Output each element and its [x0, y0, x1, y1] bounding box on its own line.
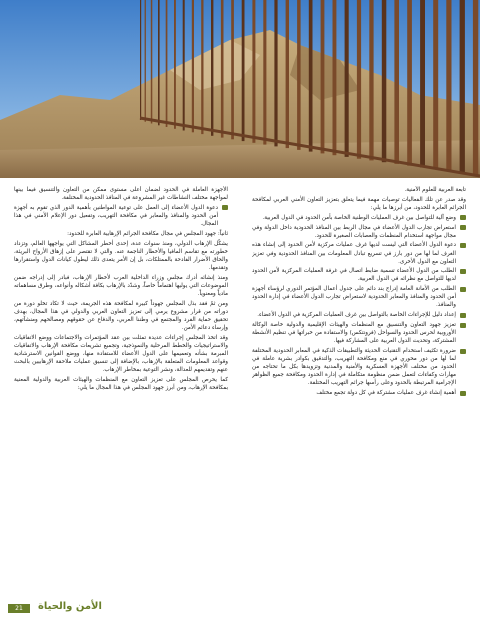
right-text-column	[252, 186, 466, 586]
fence-post	[321, 0, 325, 153]
fence-post	[263, 0, 266, 145]
paragraph: ثانياً: جهود المجلس في مجال مكافحة الجرائم الإرهابية العابرة للحدود:	[67, 230, 228, 237]
bullet-item: دعوة الدول الأعضاء التي ليست لديها غرف عمليات مركزية لأمن الحدود إلى إنشاء هذه الغرف لما لها من دور بارز في تسريع تبادل المعلومات بين المنافذ الحدودية وفي تعزيز التعاون مع الدول الأخرى.	[252, 241, 466, 265]
fence-post	[158, 0, 160, 125]
fence-post	[201, 0, 203, 134]
bullet-item: الطلب من الأمانة العامة إدراج بند دائم على جدول أعمال المؤتمر الدوري لرؤساء أجهزة أمن الحدود والمنافذ والمعابر الحدودية لاستعراض تجارب الدول الأعضاء في إدارة الحدود والمنافذ.	[252, 285, 466, 309]
fence-post	[221, 0, 224, 138]
paragraph: الأجهزة العاملة في الحدود لضمان أعلى مستوى ممكن من التعاون والتنسيق فيما بينها لمواجهة مختلف النشاطات غير المشروعة في المنافذ الحدودية المختلفة.	[14, 187, 228, 202]
bullet-item: وضع آلية للتواصل بين غرف العمليات الوطنية الخاصة بأمن الحدود في الدول العربية.	[252, 214, 466, 222]
paragraph: وقد صدر عن تلك الفعاليات توصيات مهمة فيما يتعلق بتعزيز التعاون الأمني العربي لمكافحة الجرائم العابرة للحدود، من أبرزها ما يلي:	[252, 196, 466, 211]
fence-post	[420, 0, 425, 168]
fence-post	[140, 0, 141, 120]
page-number: 21	[8, 604, 30, 613]
bullet-item: تعزيز جهود التعاون والتنسيق مع المنظمات والهيئات الإقليمية والدولية خاصة الوكالة الأوروبية لحرس الحدود والسواحل (فرونتكس) والاستفادة من خبراتها في تنظيم الأنشطة المشتركة، وتحديث الدول العربية على المشاركة فيها.	[252, 321, 466, 345]
fence-post	[231, 0, 234, 139]
fence-post	[286, 0, 289, 148]
fence-post	[183, 0, 185, 131]
paragraph: كما يحرص المجلس على تعزيز التعاون مع المنظمات والهيئات العربية والدولية المعنية بمكافحة الإرهاب، ومن أبرز جهود المجلس في هذا المجال ما يلي:	[14, 376, 228, 391]
paragraph: وقد اتخذ المجلس إجراءات عديدة تمثلت بين عقد المؤتمرات والاجتماعات ووضع الاتفاقيات والاستراتيجيات والخطط المرحلية والنموذجية، وتجميع تشريعات مكافحة الإرهاب والاتفاقيات المبرمة بشأنه وتعميمها على الدول الأعضاء للاستفادة منها، ووضع القوانين الاسترشادية وقواعد المعلومات المتعلقة بالإرهاب، بالإضافة إلى تنسيق عمليات ملاحقة الإرهابيين بالبحث عنهم وتقديمهم للعدالة، ونشر التوعية بمخاطر الإرهاب.	[14, 334, 228, 373]
fence-post	[433, 0, 438, 169]
fence-post	[309, 0, 313, 152]
fence-post	[166, 0, 168, 127]
left-text-column	[14, 186, 228, 586]
fence-post	[192, 0, 194, 132]
fence-post	[333, 0, 337, 155]
magazine-title: الأمن والحياة	[38, 601, 102, 612]
bullet-item: إعداد دليل للإجراءات الخاصة بالتواصل بين غرف العمليات المركزية في الدول الأعضاء.	[252, 311, 466, 319]
fence-post	[473, 0, 478, 175]
bullet-item: ضرورة تكثيف استخدام التقنيات الحديثة والتطبيقات الذكية في المعابر الحدودية المختلفة لما لها من دور محوري في منع ومكافحة التهريب، والتدقيق بكوادر بشرية عاملة في الحدود من مختلف الأجهزة العسكرية والأمنية والمدنية وتزويدها بكل ما تحتاجه من مهارات وكفاءات لتعمل ضمن منظومة متكاملة في إدارة الحدود ومكافحة جميع الظواهر الإجرامية المرتبطة بالحدود وعلى رأسها جرائم التهريب المختلفة.	[252, 347, 466, 387]
fence-post	[407, 0, 412, 166]
fence-post	[369, 0, 373, 160]
bullet-item: دعوة الدول الأعضاء إلى العمل على توعية المواطنين بأهمية الدور الذي تقوم به أجهزة أمن الحدود والمنافذ والمعابر في مكافحة التهريب، وتفعيل دور الإعلام الأمني في هذا المجال.	[14, 204, 228, 228]
fence-post	[460, 0, 465, 173]
paragraph: ومنذ إنشائه أدرك مجلس وزراء الداخلية العرب لأخطار الإرهاب، فبادر إلى إدراجه ضمن الموضوعات التي يوليها اهتماماً خاصاً، وشدّد بالإرهاب بكافة أشكاله وأنواعه، وطرق مساهماته مادياً ومعنوياً.	[14, 274, 228, 297]
fence-post	[242, 0, 245, 141]
fence-post	[394, 0, 399, 164]
fence-post	[211, 0, 213, 136]
page-footer	[0, 598, 480, 617]
border-fence-image	[0, 0, 480, 178]
border-fence-photo	[0, 0, 480, 178]
fence-post	[345, 0, 349, 157]
fence-post	[252, 0, 255, 143]
fence-post	[174, 0, 176, 129]
paragraph: يشكّل الإرهاب الدولي، ومنذ سنوات عدة، إحدى أخطر المشاكل التي يواجهها العالم، وتزداد خطورته مع تقاسم المافيا والأخطار الناجمة عنه. والتي لا تقتصر على إزهاق الأرواح البريئة، والحاق الأضرار الفادحة بالممتلكات، بل إن الأمر يتعدى ذلك ليطول كيانات الدول واستقرارها وتقدمها.	[14, 240, 228, 271]
bullet-item: استعراض تجارب الدول الأعضاء في مجال الربط بين المنافذ الحدودية داخل الدولة وفي مجال مواجهة استخدام المنظمات والعصابات الصغيرة للحدود.	[252, 224, 466, 240]
fence-post	[274, 0, 277, 146]
fence-post	[382, 0, 387, 162]
paragraph: ومن ثمّ فقد بذل المجلس جهوداً كبيرة لمكافحة هذه الجريمة، حيث لا تكاد تخلو دورة من دوراته من قرار مشروع يرمي إلى تعزيز التعاون العربي والدولي في هذا المجال، بهدف تحقيق حماية الفرد والمجتمع في وطننا العربي، والدفاع عن حقوقهم ومصالحهم ومنشآتهم، وإرساء دعائم الأمن.	[14, 300, 228, 331]
fence-post	[145, 0, 146, 122]
fence-post	[357, 0, 361, 159]
fence-post	[151, 0, 153, 124]
bullet-item: أهمية إنشاء غرف عمليات مشتركة في كل دولة تجمع مختلف	[252, 389, 466, 397]
fence-post	[297, 0, 301, 150]
bullet-item: الطلب من الدول الأعضاء تسمية ضابط اتصال في غرفة العمليات المركزية لأمن الحدود لديها للتواصل مع نظرائه في الدول العربية.	[252, 267, 466, 283]
fence-post	[446, 0, 451, 171]
paragraph: تابعة العربية للعلوم الأمنية.	[404, 187, 466, 193]
